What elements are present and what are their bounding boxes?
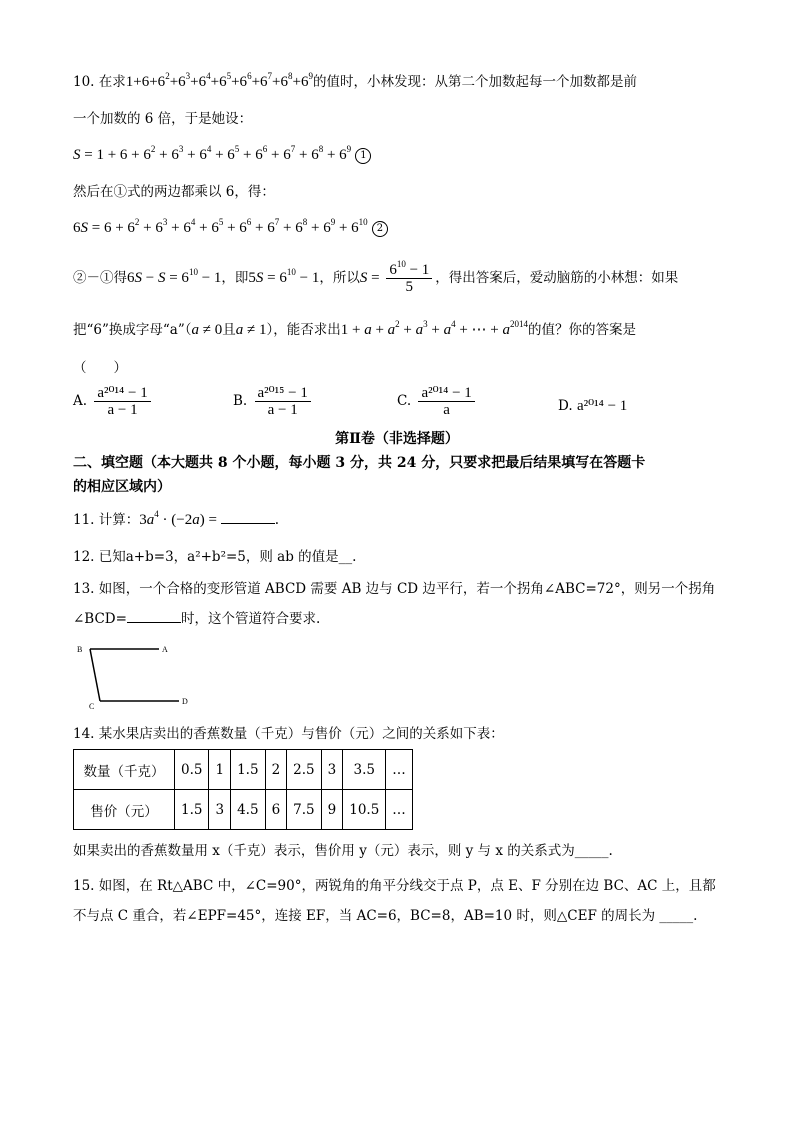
q10-line4: 然后在①式的两边都乘以 6，得：	[73, 184, 275, 200]
circled-one-icon: 1	[355, 148, 371, 164]
table-header-price: 售价（元）	[74, 790, 175, 830]
q13-blank[interactable]	[127, 621, 181, 623]
table-cell: 3	[209, 790, 231, 830]
table-cell: 2	[265, 750, 287, 790]
q10-line6: ②－①得$6S - S = 6^{10} - 1$，即$5S = 6^{10} - 1$，所以S = $\frac{6^{10} - 1}{5}$ ，得出答案后，爱动脑筋的小林想：如果	[73, 259, 679, 295]
table-row	[74, 750, 413, 790]
pipe-bc	[90, 649, 100, 701]
table-cell: 0.5	[175, 750, 209, 790]
table-cell: 3.5	[343, 750, 386, 790]
q14-after: 如果卖出的香蕉数量用 x（千克）表示，售价用 y（元）表示，则 y 与 x 的关系式为_____.	[73, 843, 613, 859]
q14-intro: 14. 某水果店卖出的香蕉数量（千克）与售价（元）之间的关系如下表：	[73, 726, 504, 742]
choice-d[interactable]: D. a²⁰¹⁴ − 1	[558, 398, 628, 414]
q10-eq2: $6S = 6 + 6^2 + 6^3 + 6^4 + 6^5 + 6^6 + 6^7 + 6^8 + 6^9 + 6^{10}$ 2	[73, 219, 388, 237]
choice-a[interactable]: A. $\frac{\text{a²⁰¹⁴ − 1}}{a - 1}$	[73, 385, 154, 418]
section2-line1: 二、填空题（本大题共 8 个小题，每小题 3 分，共 24 分，只要求把最后结果填写在答题卡	[73, 455, 646, 471]
table-header-quantity: 数量（千克）	[74, 750, 175, 790]
q11: 11. 计算：$3a^4 \cdot (-2a)$ = .	[73, 509, 279, 528]
q10-line2: 一个加数的 6 倍，于是她设：	[73, 111, 253, 127]
table-cell: 4.5	[231, 790, 265, 830]
section2-line2: 的相应区域内）	[73, 479, 171, 495]
banana-table	[73, 749, 413, 830]
part2-title: 第Ⅱ卷（非选择题）	[335, 431, 459, 447]
label-d: D	[182, 697, 188, 706]
q10-line7: 把“6”换成字母“a”（a ≠ 0且a ≠ 1），能否求出$1 + a + a^2 + a^3 + a^4$ + ⋯ + $a^{2014}$的值？你的答案是	[73, 319, 637, 338]
table-cell: 2.5	[287, 750, 321, 790]
choice-c[interactable]: C. $\frac{\text{a²⁰¹⁴ − 1}}{a}$	[397, 385, 478, 418]
q13-line1: 13. 如图，一个合格的变形管道 ABCD 需要 AB 边与 CD 边平行，若一个拐角∠ABC=72°，则另一个拐角	[73, 581, 716, 597]
table-cell: 6	[265, 790, 287, 830]
table-cell: 1.5	[175, 790, 209, 830]
table-cell: 10.5	[343, 790, 386, 830]
pipe-figure	[73, 642, 203, 712]
table-row	[74, 790, 413, 830]
table-cell: 1.5	[231, 750, 265, 790]
q12: 12. 已知a+b=3，a²+b²=5，则 ab 的值是__.	[73, 549, 357, 565]
q10-sum-expr: $1+6+6^2+6^3+6^4+6^5+6^6+6^7+6^8+6^9$	[125, 71, 313, 90]
table-cell: …	[386, 750, 413, 790]
table-cell: 1	[209, 750, 231, 790]
label-b: B	[77, 645, 83, 654]
q10-line1: 10. 在求$1+6+6^2+6^3+6^4+6^5+6^6+6^7+6^8+6^9$的值时，小林发现：从第二个加数起每一个加数都是前	[73, 71, 637, 90]
choice-b[interactable]: B. $\frac{\text{a²⁰¹⁵ − 1}}{a - 1}$	[233, 385, 314, 418]
q15-line2: 不与点 C 重合，若∠EPF=45°，连接 EF，当 AC=6，BC=8，AB=10 时，则△CEF 的周长为 _____.	[73, 908, 698, 924]
q11-blank[interactable]	[221, 522, 275, 524]
table-cell: 9	[321, 790, 343, 830]
table-cell: …	[386, 790, 413, 830]
q10-paren: （ ）	[73, 360, 127, 376]
circled-two-icon: 2	[372, 221, 388, 237]
table-cell: 7.5	[287, 790, 321, 830]
q15-line1: 15. 如图，在 Rt△ABC 中，∠C=90°，两锐角的角平分线交于点 P，点 E、F 分别在边 BC、AC 上，且都	[73, 878, 716, 894]
label-a: A	[162, 645, 168, 654]
q10-eq1: $S = 1 + 6 + 6^2 + 6^3 + 6^4 + 6^5 + 6^6 + 6^7 + 6^8 + 6^9$ 1	[73, 146, 371, 164]
table-cell: 3	[321, 750, 343, 790]
q10-fraction: $\frac{6^{10} - 1}{5}$	[386, 262, 432, 295]
q13-line2: ∠BCD= 时，这个管道符合要求.	[73, 611, 321, 627]
label-c: C	[89, 702, 95, 711]
